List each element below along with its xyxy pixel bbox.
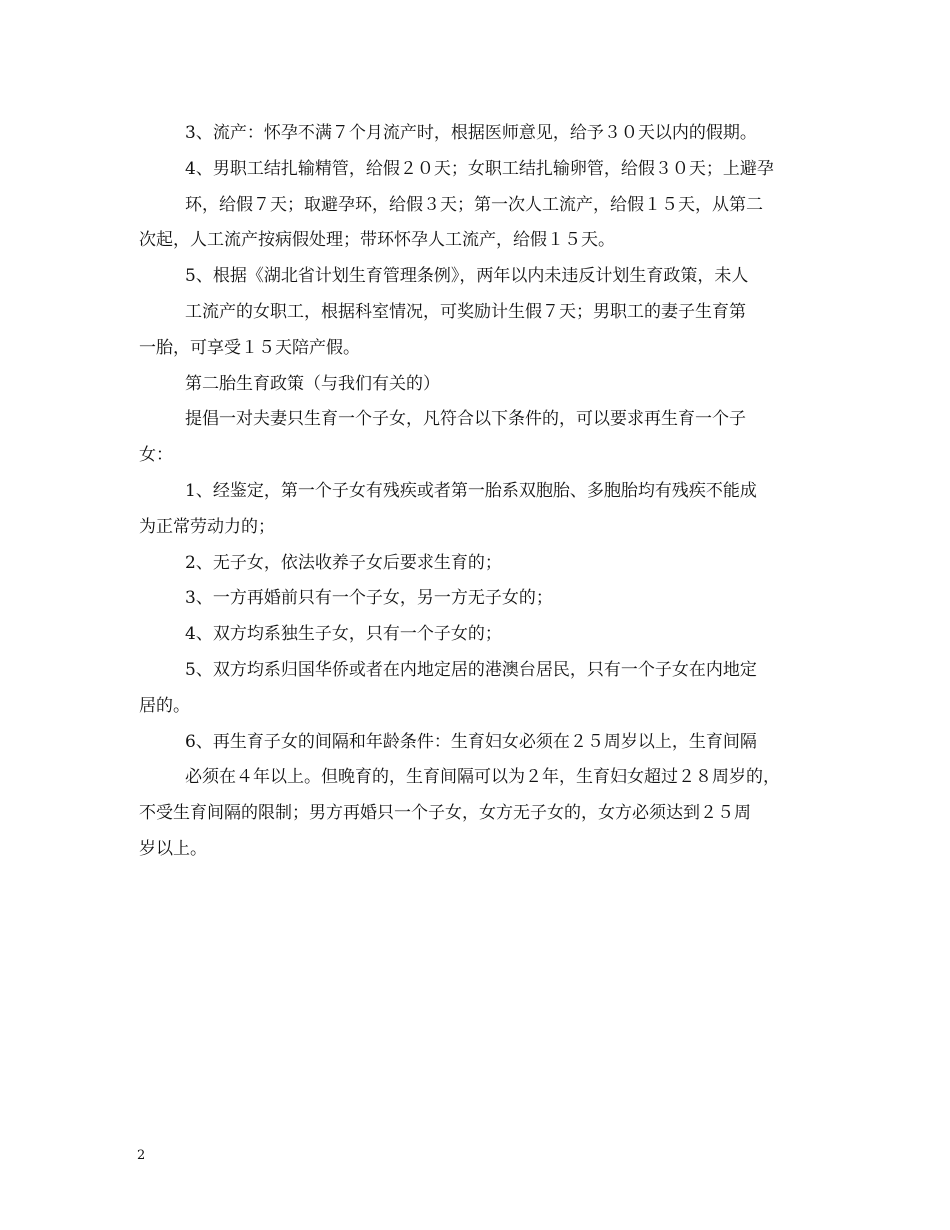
text-line: 次起，人工流产按病假处理；带环怀孕人工流产，给假１５天。: [139, 230, 615, 251]
text-line: 必须在４年以上。但晚育的，生育间隔可以为２年，生育妇女超过２８周岁的，: [185, 767, 780, 788]
text-line: 5、根据《湖北省计划生育管理条例》，两年以内未违反计划生育政策，未人: [185, 266, 749, 287]
text-line: 3、一方再婚前只有一个子女，另一方无子女的；: [185, 588, 553, 609]
text-line: 1、经鉴定，第一个子女有残疾或者第一胎系双胞胎、多胞胎均有残疾不能成: [185, 480, 757, 501]
text-line: 5、双方均系归国华侨或者在内地定居的港澳台居民，只有一个子女在内地定: [185, 659, 757, 680]
text-line: 4、男职工结扎输精管，给假２０天；女职工结扎输卵管，给假３０天；上避孕: [185, 158, 774, 179]
text-line: 提倡一对夫妻只生育一个子女，凡符合以下条件的，可以要求再生育一个子: [185, 409, 746, 430]
text-line: 为正常劳动力的；: [139, 516, 275, 537]
text-line: 一胎，可享受１５天陪产假。: [139, 337, 360, 358]
section-heading: 第二胎生育政策（与我们有关的）: [185, 373, 440, 394]
text-line: 居的。: [139, 695, 190, 716]
text-line: 3、流产：怀孕不满７个月流产时，根据医师意见，给予３０天以内的假期。: [185, 123, 757, 143]
text-line: 2、无子女，依法收养子女后要求生育的；: [185, 552, 502, 573]
text-line: 4、双方均系独生子女，只有一个子女的；: [185, 624, 502, 645]
page-number: 2: [137, 1148, 146, 1163]
text-line: 6、再生育子女的间隔和年龄条件：生育妇女必须在２５周岁以上，生育间隔: [185, 731, 757, 752]
document-body: [139, 116, 817, 868]
text-line: 环，给假７天；取避孕环，给假３天；第一次人工流产，给假１５天，从第二: [185, 194, 763, 215]
text-line: 工流产的女职工，根据科室情况，可奖励计生假７天；男职工的妻子生育第: [185, 301, 746, 322]
text-line: 女：: [139, 445, 173, 466]
text-line: 岁以上。: [139, 838, 207, 859]
text-line: 不受生育间隔的限制；男方再婚只一个子女，女方无子女的，女方必须达到２５周: [139, 803, 751, 824]
